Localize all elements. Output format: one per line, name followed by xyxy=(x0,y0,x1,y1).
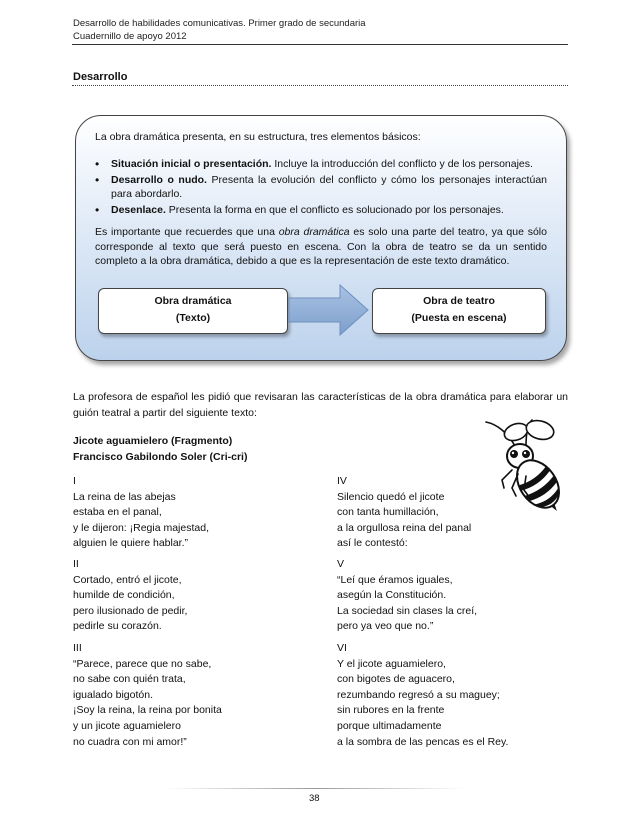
stanza-3 xyxy=(73,641,222,750)
poem-title: Jicote aguamielero (Fragmento) xyxy=(73,435,233,447)
obra-dramatica-sub: (Texto) xyxy=(175,312,211,324)
list-item xyxy=(95,173,547,201)
stanza-number: IV xyxy=(337,475,347,487)
stanza-line: no sabe con quién trata, xyxy=(73,673,186,686)
section-title: Desarrollo xyxy=(73,71,128,83)
stanza-line: Cortado, entró el jicote, xyxy=(73,573,182,586)
poem-author: Francisco Gabilondo Soler (Cri-cri) xyxy=(73,451,248,463)
bullet-text: Presenta la forma en que el conflicto es solucionado por los personajes. xyxy=(165,204,504,216)
stanza-line: a la sombra de las pencas es el Rey. xyxy=(337,735,509,748)
stanza-1 xyxy=(73,474,209,552)
stanza-number: III xyxy=(73,642,82,654)
box-paragraph-emphasis: obra dramática xyxy=(278,226,350,238)
poem-heading xyxy=(73,433,247,465)
stanza-line: así le contestó: xyxy=(337,537,408,550)
obra-teatro-box xyxy=(372,288,546,334)
bullet-term: Desenlace. xyxy=(111,204,166,216)
header-title: Desarrollo de habilidades comunicativas. Primer grado de secundaria xyxy=(73,18,366,29)
stanza-line: pero ya veo que no.” xyxy=(337,620,434,633)
stanza-line: pedirle su corazón. xyxy=(73,620,162,633)
bullet-term: Situación inicial o presentación. xyxy=(111,158,272,170)
stanza-line: asegún la Constitución. xyxy=(337,589,447,602)
page-number: 38 xyxy=(309,793,320,804)
obra-dramatica-label: Obra dramática xyxy=(154,295,232,307)
stanza-line: “Parece, parece que no sabe, xyxy=(73,657,212,670)
obra-dramatica-box xyxy=(98,288,288,334)
bullet-text: Incluye la introducción del conflicto y de los personajes. xyxy=(271,158,533,170)
stanza-line: ¡Soy la reina, la reina por bonita xyxy=(73,704,222,717)
section-rule xyxy=(72,85,568,86)
box-paragraph-a: Es importante que recuerdes que una xyxy=(95,226,279,238)
stanza-line: pero ilusionado de pedir, xyxy=(73,604,188,617)
header-rule xyxy=(72,44,568,45)
list-item xyxy=(95,157,547,171)
stanza-line: con tanta humillación, xyxy=(337,506,439,519)
box-paragraph xyxy=(95,225,547,269)
stanza-6 xyxy=(337,641,508,750)
box-paragraph-b: es solo una parte del teatro, ya que sólo corresponde al texto que será puesto en escena. Con la obra de teatro se da un sentido completo a la obra dramática, debido a que es la representación de este texto dramático. xyxy=(95,226,547,267)
bullet-term: Desarrollo o nudo. xyxy=(111,174,207,186)
stanza-line: Silencio quedó el jicote xyxy=(337,490,445,503)
stanza-number: VI xyxy=(337,642,347,654)
stanza-line: y un jicote aguamielero xyxy=(73,719,181,732)
list-item xyxy=(95,203,547,217)
stanza-line: con bigotes de aguacero, xyxy=(337,673,455,686)
stanza-line: y le dijeron: ¡Regia majestad, xyxy=(73,521,209,534)
bullet-text: Presenta la evolución del conflicto y cómo los personajes interactúan para abordarlo. xyxy=(111,174,547,200)
stanza-line: sin rubores en la frente xyxy=(337,704,445,717)
stanza-line: alguien le quiere hablar.” xyxy=(73,537,188,550)
stanza-5 xyxy=(337,557,477,635)
header-subtitle: Cuadernillo de apoyo 2012 xyxy=(73,31,187,42)
bee-icon xyxy=(478,418,570,518)
stanza-number: II xyxy=(73,558,79,570)
stanza-line: a la orgullosa reina del panal xyxy=(337,521,472,534)
stanza-line: porque ultimadamente xyxy=(337,719,442,732)
stanza-line: no cuadra con mi amor!” xyxy=(73,735,187,748)
right-arrow-icon xyxy=(288,284,370,336)
stanza-4 xyxy=(337,474,471,552)
stanza-number: V xyxy=(337,558,345,570)
elements-list xyxy=(95,157,547,219)
stanza-line: igualado bigotón. xyxy=(73,688,153,701)
intro-paragraph: La profesora de español les pidió que revisaran las características de la obra dramática para elaborar un guión teatral a partir del siguiente texto: xyxy=(73,391,568,419)
stanza-line: humilde de condición, xyxy=(73,589,175,602)
footer-rule xyxy=(165,788,465,789)
box-intro: La obra dramática presenta, en su estructura, tres elementos básicos: xyxy=(95,131,421,143)
stanza-line: “Leí que éramos iguales, xyxy=(337,573,453,586)
stanza-line: rezumbando regresó a su maguey; xyxy=(337,688,500,701)
obra-teatro-label: Obra de teatro xyxy=(423,295,495,307)
stanza-line: La sociedad sin clases la creí, xyxy=(337,604,478,617)
stanza-line: Y el jicote aguamielero, xyxy=(337,657,446,670)
stanza-line: estaba en el panal, xyxy=(73,506,162,519)
obra-teatro-sub: (Puesta en escena) xyxy=(411,312,507,324)
stanza-number: I xyxy=(73,475,76,487)
stanza-line: La reina de las abejas xyxy=(73,490,176,503)
stanza-2 xyxy=(73,557,187,635)
